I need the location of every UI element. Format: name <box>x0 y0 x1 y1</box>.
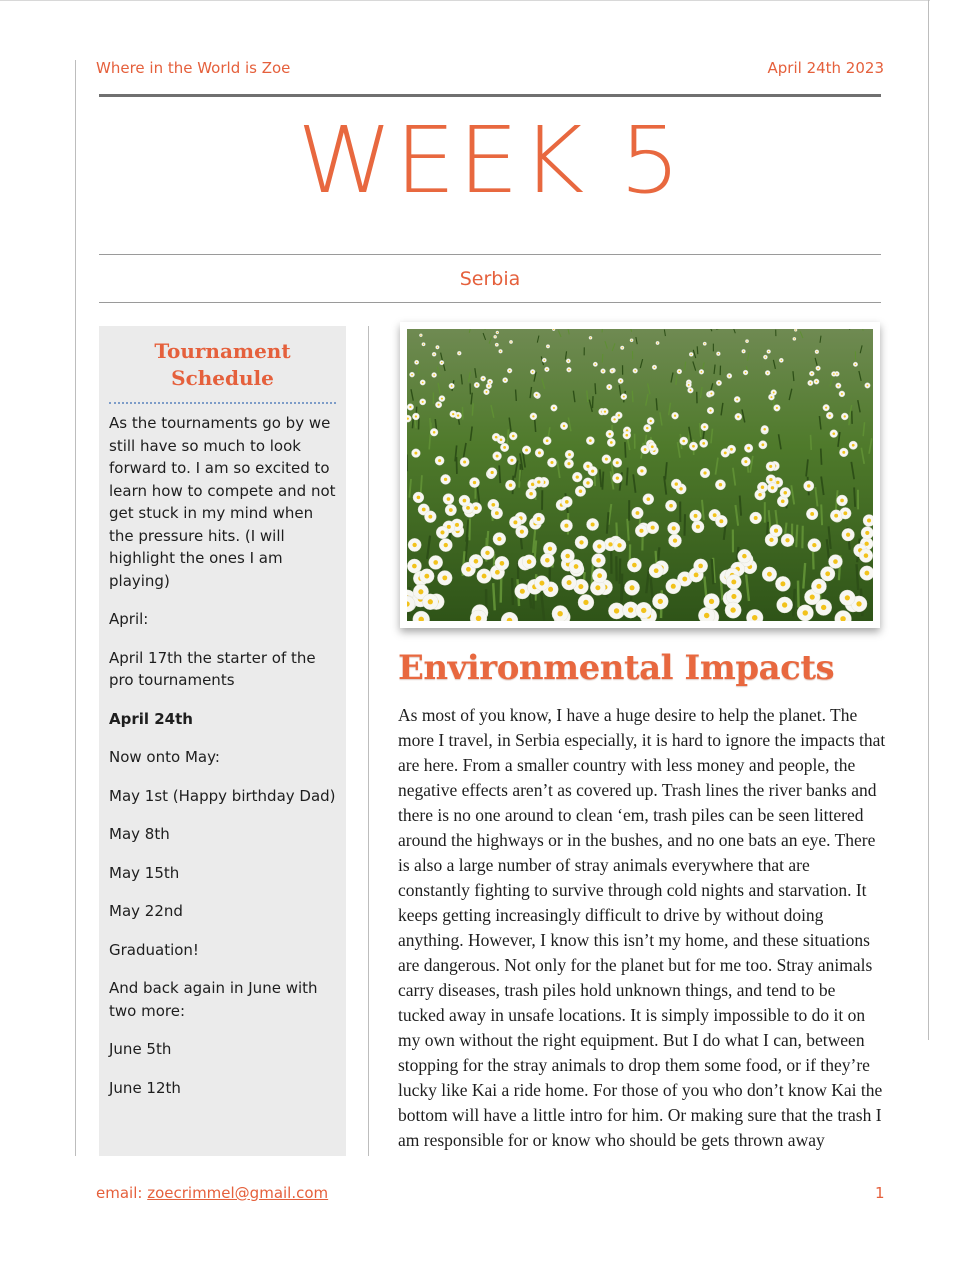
margin-rule <box>75 60 76 1156</box>
schedule-item: Graduation! <box>109 940 199 959</box>
issue-date: April 24th 2023 <box>767 59 884 77</box>
sidebar-title-line1: Tournament <box>154 339 291 363</box>
schedule-item: April 17th the starter of the pro tournaments <box>109 648 316 689</box>
schedule-item: June 5th <box>109 1040 172 1058</box>
schedule-item: May 1st (Happy birthday Dad) <box>109 786 336 805</box>
header-rule <box>99 94 881 97</box>
sidebar-intro: As the tournaments go by we still have so much to look forward to. I am so excited to learn how to compete and not get stuck in my mind when the pressure hits. (I will highlight the ones I am playing) <box>109 414 336 590</box>
schedule-item: April: <box>109 610 149 628</box>
title-rule-top <box>99 254 881 255</box>
column-divider <box>368 326 369 1156</box>
schedule-item: And back again in June with two more: <box>109 979 318 1020</box>
daisy-field-photo <box>400 322 880 628</box>
page-edge-right <box>928 0 929 1040</box>
schedule-item: June 12th <box>109 1078 181 1097</box>
article-heading: Environmental Impacts <box>398 648 835 688</box>
schedule-item: May 15th <box>109 863 180 882</box>
title-rule-bottom <box>99 302 881 303</box>
page-number: 1 <box>875 1184 885 1202</box>
footer-email <box>96 1184 328 1202</box>
sidebar-title <box>109 338 336 392</box>
page-edge-top <box>0 0 930 1</box>
schedule-item-highlighted: April 24th <box>109 709 193 728</box>
publication-name: Where in the World is Zoe <box>96 59 291 77</box>
article-body: As most of you know, I have a huge desire to help the planet. The more I travel, in Serbia especially, it is hard to ignore the impacts that are here. From a smaller country with less money and people, the negative effects aren’t as covered up. Trash lines the river banks and there is no one around to clean ‘em, trash piles can be seen littered around the highways or in the bushes, and no one bats an eye. There is also a large number of stray animals everywhere that are constantly fighting to survive through cold nights and starvation. It keeps getting increasingly difficult to drive by without doing anything. However, I know this isn’t my home, and these situations are dangerous. Not only for the planet but for me too. Stray animals carry diseases, trash piles hold unknown things, and tend to be tucked away in unsafe locations. It is simply impossible to do it on my own without the right equipment. But I do what I can, between stopping for the stray animals to drop them some food, or if they’re lucky like Kai a ride home. For those of you who don’t know Kai the bottom will have a little intro for him. Or making sure that the trash I am responsible for or know who should be gets thrown away <box>398 705 886 1150</box>
dotted-divider <box>109 402 336 404</box>
page-title: WEEK 5 <box>297 107 683 214</box>
sidebar-title-line2: Schedule <box>171 366 274 390</box>
country-subtitle: Serbia <box>459 268 521 290</box>
schedule-item: Now onto May: <box>109 748 220 766</box>
email-label: email: <box>96 1184 148 1202</box>
schedule-item: May 8th <box>109 825 170 843</box>
daisy-field-image <box>407 329 873 621</box>
schedule-item: May 22nd <box>109 902 183 920</box>
email-link[interactable]: zoecrimmel@gmail.com <box>147 1184 329 1202</box>
schedule-sidebar <box>99 326 346 1156</box>
